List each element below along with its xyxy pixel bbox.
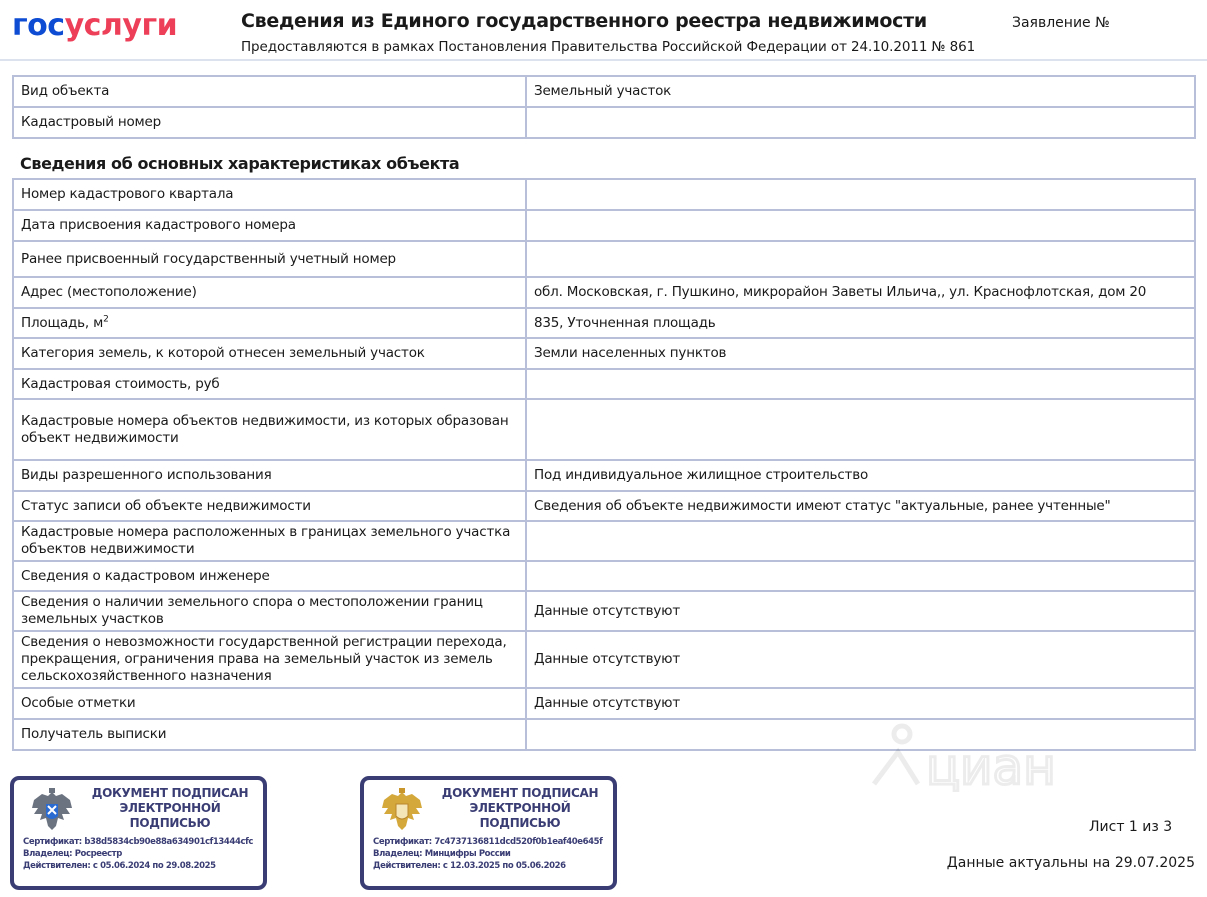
table-row (13, 308, 1195, 338)
stamp-certificate: Сертификат: b38d5834cb90e88a634901cf13444cfc (23, 837, 254, 847)
section-title: Сведения об основных характеристиках объекта (20, 154, 460, 173)
row-label: Сведения о наличии земельного спора о местоположении границ земельных участков (13, 591, 526, 631)
table-row (13, 107, 1195, 138)
row-value: Земельный участок (526, 76, 1195, 107)
stamp-validity: Действителен: с 05.06.2024 по 29.08.2025 (23, 861, 216, 871)
row-value: Земли населенных пунктов (526, 338, 1195, 369)
row-value (526, 369, 1195, 399)
row-value (526, 719, 1195, 750)
row-label: Статус записи об объекте недвижимости (13, 491, 526, 521)
row-label: Категория земель, к которой отнесен земельный участок (13, 338, 526, 369)
table-row (13, 210, 1195, 241)
logo-part-uslugi: услуги (64, 8, 178, 43)
gosuslugi-logo (12, 8, 177, 44)
svg-text:циан: циан (926, 738, 1056, 792)
row-value: обл. Московская, г. Пушкино, микрорайон Заветы Ильича,, ул. Краснофлотская, дом 20 (526, 277, 1195, 308)
row-label: Кадастровая стоимость, руб (13, 369, 526, 399)
table-row (13, 688, 1195, 719)
document-header (0, 0, 1207, 61)
table-row (13, 338, 1195, 369)
stamp-owner: Владелец: Росреестр (23, 849, 122, 859)
application-number: Заявление № (1012, 15, 1110, 31)
stamp-details (373, 836, 602, 872)
table-row (13, 399, 1195, 460)
table-row (13, 591, 1195, 631)
row-value: Данные отсутствуют (526, 688, 1195, 719)
table-row (13, 561, 1195, 591)
row-label: Виды разрешенного использования (13, 460, 526, 491)
row-value (526, 179, 1195, 210)
row-value: 835, Уточненная площадь (526, 308, 1195, 338)
row-value (526, 107, 1195, 138)
row-label: Вид объекта (13, 76, 526, 107)
stamp-owner: Владелец: Минцифры России (373, 849, 511, 859)
row-label: Адрес (местоположение) (13, 277, 526, 308)
row-label: Сведения о кадастровом инженере (13, 561, 526, 591)
logo-part-gos: гос (12, 8, 65, 43)
area-label: Площадь, м (21, 314, 104, 331)
row-label: Кадастровые номера расположенных в границах земельного участка объектов недвижимости (13, 521, 526, 561)
row-value (526, 241, 1195, 277)
row-label: Особые отметки (13, 688, 526, 719)
stamp-title: ДОКУМЕНТ ПОДПИСАН ЭЛЕКТРОННОЙ ПОДПИСЬЮ (91, 786, 249, 830)
row-label: Ранее присвоенный государственный учетный номер (13, 241, 526, 277)
table-row (13, 76, 1195, 107)
stamp-certificate: Сертификат: 7c4737136811dcd520f0b1eaf40e645f (373, 837, 603, 847)
row-value: Сведения об объекте недвижимости имеют статус "актуальные, ранее учтенные" (526, 491, 1195, 521)
row-label: Дата присвоения кадастрового номера (13, 210, 526, 241)
table-row (13, 491, 1195, 521)
table-row (13, 241, 1195, 277)
table-row (13, 460, 1195, 491)
row-label (13, 308, 526, 338)
row-value: Под индивидуальное жилищное строительство (526, 460, 1195, 491)
row-label: Получатель выписки (13, 719, 526, 750)
table-row (13, 277, 1195, 308)
russia-coat-of-arms-icon (378, 786, 426, 836)
object-summary-table (12, 75, 1196, 139)
document-subtitle: Предоставляются в рамках Постановления Правительства Российской Федерации от 24.10.2011 № 861 (241, 39, 976, 55)
row-value: Данные отсутствуют (526, 631, 1195, 688)
cian-watermark-icon (868, 722, 1068, 792)
stamp-title: ДОКУМЕНТ ПОДПИСАН ЭЛЕКТРОННОЙ ПОДПИСЬЮ (441, 786, 599, 830)
row-value (526, 521, 1195, 561)
row-label: Кадастровые номера объектов недвижимости, из которых образован объект недвижимости (13, 399, 526, 460)
row-value (526, 210, 1195, 241)
stamp-validity: Действителен: с 12.03.2025 по 05.06.2026 (373, 861, 566, 871)
data-actual-date: Данные актуальны на 29.07.2025 (946, 855, 1195, 871)
characteristics-table (12, 178, 1196, 751)
document-title: Сведения из Единого государственного реестра недвижимости (241, 10, 927, 32)
rosreestr-emblem-icon (28, 786, 76, 836)
table-row (13, 521, 1195, 561)
table-row (13, 179, 1195, 210)
row-label: Номер кадастрового квартала (13, 179, 526, 210)
row-label: Кадастровый номер (13, 107, 526, 138)
table-row (13, 369, 1195, 399)
table-row (13, 631, 1195, 688)
page-number: Лист 1 из 3 (1089, 819, 1173, 835)
row-label: Сведения о невозможности государственной регистрации перехода, прекращения, ограничения права на земельный участок из земель сельскохозяйственного назначения (13, 631, 526, 688)
row-value (526, 561, 1195, 591)
stamp-details (23, 836, 253, 872)
row-value: Данные отсутствуют (526, 591, 1195, 631)
area-unit-exponent: 2 (103, 314, 109, 324)
signature-stamp-mintsifry (360, 776, 617, 890)
signature-stamp-rosreestr (10, 776, 267, 890)
row-value (526, 399, 1195, 460)
